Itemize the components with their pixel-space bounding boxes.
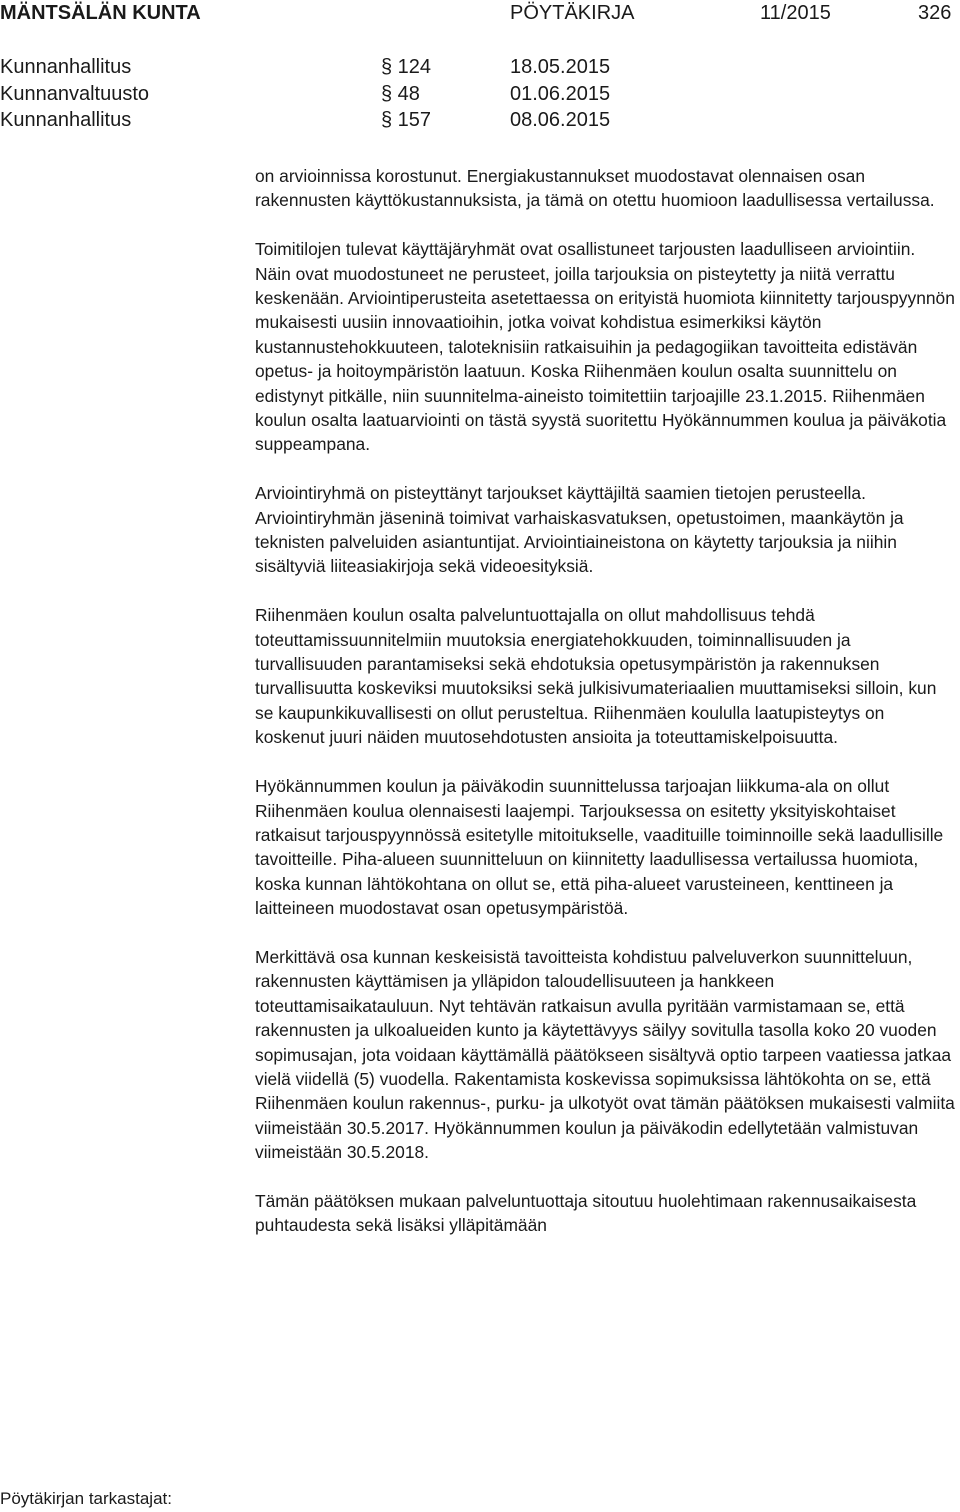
paragraph: Arviointiryhmä on pisteyttänyt tarjoukset käyttäjiltä saamien tietojen perusteella. Arviointiryhmän jäseninä toimivat varhaiskasvatuksen, opetustoimen, maankäytön ja teknisten palveluiden asiantuntijat. Arviointiaineistona on käytetty tarjouksia ja niihin sisältyviä liiteasiakirjoja sekä videoesityksiä. xyxy=(255,483,904,577)
paragraph: Hyökännummen koulun ja päiväkodin suunnittelussa tarjoajan liikkuma-ala on ollut Riihenmäen koulua olennaisesti laajempi. Tarjouksessa on esitetty yksityiskohtaiset ratkaisut tarjouspyynnössä esitetylle mitoitukselle, vaadituille toiminnoille sekä laadullisille tavoitteille. Piha-alueen suunnitteluun on kiinnitetty laadullisessa vertailussa huomiota, koska kunnan lähtökohtana on ollut se, että piha-alueet varusteineen, kenttineen ja laitteineen muodostavat osan opetusympäristöä. xyxy=(255,776,944,919)
document-body xyxy=(255,164,955,1238)
meeting-date: 08.06.2015 xyxy=(510,109,611,131)
paragraph: Merkittävä osa kunnan keskeisistä tavoitteista kohdistuu palveluverkon suunnitteluun, rakennusten käyttämisen ja ylläpidon taloudellisuuteen ja hankkeen toteuttamisaikatauluun. Nyt tehtävän ratkaisun avulla pyritään varmistamaan se, että rakennusten ja ulkoalueiden kunto ja käytettävyys säilyy sovitulla tasolla koko 20 vuoden sopimusajan, jota voidaan käyttämällä päätökseen sisältyvä optio tarpeen vaatiessa jatkaa vielä viidellä (5) vuodella. Rakentamista koskevissa sopimuksissa lähtökohta on se, että Riihenmäen koulun rakennus-, purku- ja ulkotyöt ovat tämän päätöksen mukaisesti valmiita viimeistään 30.5.2017. Hyökännummen koulun ja päiväkodin edellytetään valmistuvan viimeistään 30.5.2018. xyxy=(255,946,955,1163)
section-number: § 157 xyxy=(381,109,432,131)
paragraph: on arvioinnissa korostunut. Energiakustannukset muodostavat olennaisen osan rakennusten käyttökustannuksista, ja tämä on otettu huomioon laadullisessa vertailussa. xyxy=(255,166,935,211)
organization-name: MÄNTSÄLÄN KUNTA xyxy=(0,2,201,24)
meeting-row xyxy=(0,83,960,110)
page-number: 326 xyxy=(918,2,952,24)
meeting-body: Kunnanhallitus xyxy=(0,56,132,78)
document-number: 11/2015 xyxy=(760,2,831,24)
meeting-references xyxy=(0,56,960,136)
meeting-body: Kunnanvaltuusto xyxy=(0,82,150,105)
paragraph: Riihenmäen koulun osalta palveluntuottajalla on ollut mahdollisuus tehdä toteuttamissuunnitelmiin muutoksia energiatehokkuuden, toiminnallisuuden ja turvallisuuden parantamiseksi sekä ehdotuksia opetusympäristön ja rakennuksen turvallisuutta koskeviksi muutoksiksi sekä julkisivumateriaalien muuttamiseksi silloin, kun se kaupunkikuvallisesti on ollut perusteltua. Riihenmäen koululla laatupisteytys on koskenut juuri näiden muutosehdotusten ansioita ja toteuttamiskelpoisuutta. xyxy=(255,605,937,748)
section-number: § 124 xyxy=(381,56,432,78)
document-type: PÖYTÄKIRJA xyxy=(510,2,635,24)
section-number: § 48 xyxy=(381,82,420,105)
meeting-date: 18.05.2015 xyxy=(510,56,611,78)
meeting-row xyxy=(0,56,960,83)
paragraph: Toimitilojen tulevat käyttäjäryhmät ovat osallistuneet tarjousten laadulliseen arviointiin. Näin ovat muodostuneet ne perusteet, joilla tarjouksia on pisteytetty ja niitä verrattu keskenään. Arviointiperusteita asetettaessa on erityistä huomiota kiinnitetty tarjouspyynnön mukaisesti uusiin innovaatioihin, jotka voivat kohdistua esimerkiksi käytön kustannustehokkuuteen, taloteknisiin ratkaisuihin ja pedagogiikan tavoitteita edistävän opetus- ja hoitoympäristön laatuun. Koska Riihenmäen koulun osalta suunnittelu on edistynyt pitkälle, niin suunnitelma-aineisto toimitettiin tarjoajille 23.1.2015. Riihenmäen koulun osalta laatuarviointi on tästä syystä suoritettu Hyökännummen koulua ja päiväkotia suppeampana. xyxy=(255,239,955,455)
meeting-body: Kunnanhallitus xyxy=(0,109,132,131)
footer-reviewers-label: Pöytäkirjan tarkastajat: xyxy=(0,1489,172,1508)
page-header xyxy=(0,0,960,30)
meeting-row xyxy=(0,109,960,136)
meeting-date: 01.06.2015 xyxy=(510,82,611,105)
paragraph: Tämän päätöksen mukaan palveluntuottaja sitoutuu huolehtimaan rakennusaikaisesta puhtaudesta sekä lisäksi ylläpitämään xyxy=(255,1190,917,1236)
